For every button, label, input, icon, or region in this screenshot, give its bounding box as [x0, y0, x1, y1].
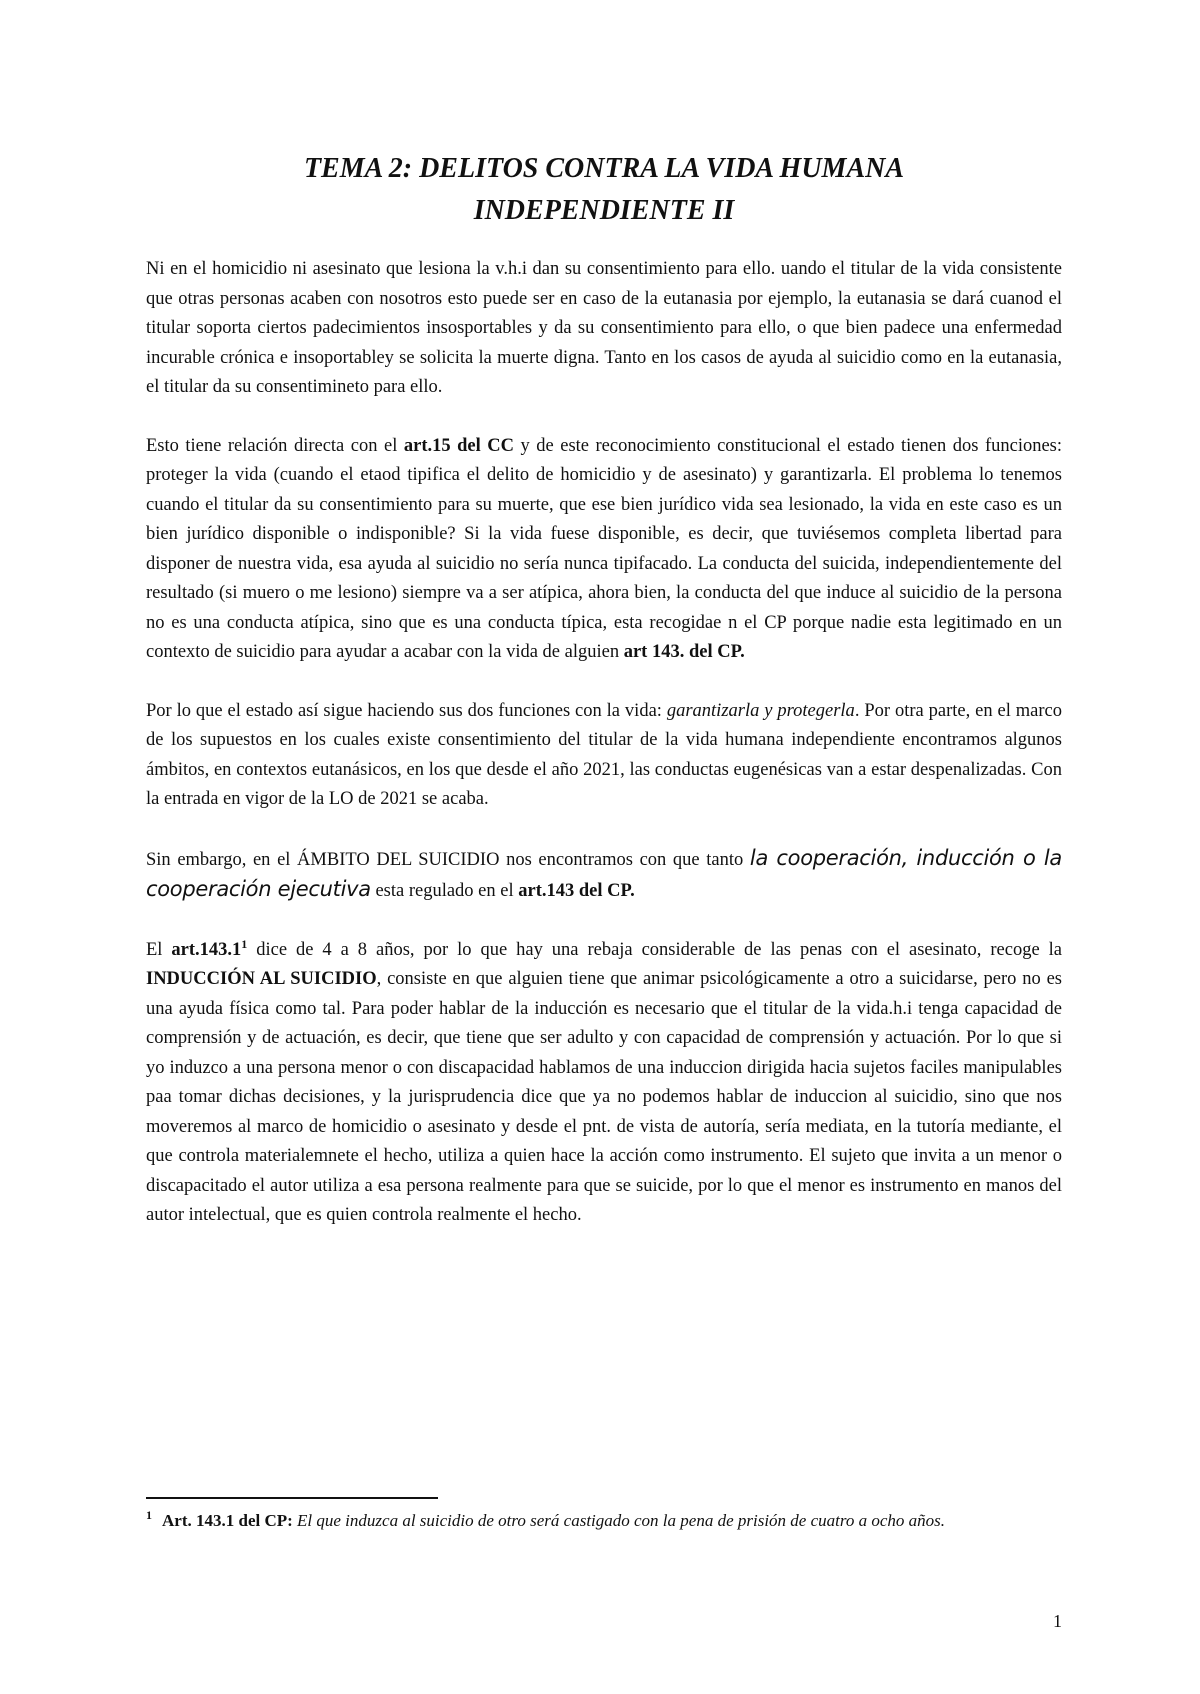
paragraph-5 — [146, 936, 1062, 1231]
paragraph-4-text-a: Sin embargo, en el ÁMBITO DEL SUICIDIO nos encontramos con que tanto — [146, 849, 750, 870]
article-ref-143-cp-2: art.143 del CP. — [518, 881, 635, 901]
emphasis-induccion-suicidio: INDUCCIÓN AL SUICIDIO — [146, 969, 377, 989]
paragraph-4 — [146, 844, 1062, 907]
paragraph-1: Ni en el homicidio ni asesinato que lesiona la v.h.i dan su consentimiento para ello. uando el titular de la vida consistente que otras personas acaben con nosotros esto puede ser en caso de la eutanasia por ejemplo, la eutanasia se dará cuanod el titular soporta ciertos padecimientos insosportables y da su consentimiento para ello, o que bien padece una enfermedad incurable crónica e insoportabley se solicita la muerte digna. Tanto en los casos de ayuda al suicidio como en la eutanasia, el titular da su consentimineto para ello. — [146, 259, 1062, 397]
document-title — [146, 148, 1062, 232]
paragraph-3 — [146, 697, 1062, 815]
footnote-label: Art. 143.1 del CP: — [162, 1511, 293, 1530]
emphasis-garantizarla: garantizarla y protegerla — [666, 700, 855, 721]
footnote-number: 1 — [146, 1508, 152, 1523]
footnote-separator — [146, 1497, 438, 1499]
paragraph-2-text-a: Esto tiene relación directa con el — [146, 435, 404, 456]
paragraph-2-text-c: y de este reconocimiento constitucional el estado tienen dos funciones: proteger la vida (cuando el etaod tipifica el delito de homicidio y de asesinato) y garantizarla. El problema lo tenemos cuando el titular da su consentimiento para su muerte, que ese bien jurídico vida sea lesionado, la vida en este caso es un bien jurídico disponible o indisponible? Si la vida fuese disponible, es decir, que tuviésemos completa libertad para disponer de nuestra vida, esa ayuda al suicidio no sería nunca tipifacado. La conducta del suicida, independientemente del resultado (si muero o me lesiono) siempre va a ser atípica, ahora bien, la conducta del que induce al suicidio de la persona no es una conducta atípica, sino que es una conducta típica, esta recogidae n el CP porque nadie esta legitimado en un contexto de suicidio para ayudar a acabar con la vida de alguien — [146, 435, 1063, 662]
footnote-reference[interactable]: 1 — [241, 936, 248, 951]
emphasis-cooperacion: la cooperación, inducción o la cooperación ejecutiva — [146, 845, 1062, 901]
footnote — [146, 1508, 1062, 1534]
article-ref-15-cc: art.15 del CC — [403, 435, 515, 456]
article-ref-143-1: art.143.1 — [171, 939, 242, 960]
title-line-2: INDEPENDIENTE II — [473, 195, 735, 226]
paragraph-5-text-c: dice de 4 a 8 años, por lo que hay una rebaja considerable de las penas con el asesinato, recoge la — [247, 939, 1062, 960]
paragraph-4-text-c: esta regulado en el — [370, 881, 519, 901]
paragraph-5-text-e: , consiste en que alguien tiene que animar psicológicamente a otro a suicidarse, pero no es una ayuda física como tal. Para poder hablar de la inducción es necesario que el titular de la vida.h.i tenga capacidad de comprensión y de actuación, es decir, que tiene que ser adulto y con capacidad de comprensión y actuación. Por lo que si yo induzco a una persona menor o con discapacidad hablamos de una induccion dirigida hacia sujetos faciles manipulables paa tomar dichas decisiones, y la jurisprudencia dice que ya no podemos hablar de induccion al suicidio, sino que nos moveremos al marco de homicidio o asesinato y desde el pnt. de vista de autoría, sería mediata, en la tutoría mediante, el que controla materialemnete el hecho, utiliza a quien hace la acción como instrumento. El sujeto que invita a un menor o discapacitado el autor utiliza a esa persona realmente para que se suicide, por lo que el menor es instrumento en manos del autor intelectual, que es quien controla realmente el hecho. — [146, 969, 1062, 1225]
page-number: 1 — [1053, 1611, 1062, 1631]
article-ref-143-cp: art 143. del CP. — [623, 642, 745, 662]
document-body — [146, 255, 1062, 1260]
paragraph-2 — [146, 432, 1062, 668]
footnote-text: El que induzca al suicidio de otro será castigado con la pena de prisión de cuatro a ocho años. — [292, 1511, 946, 1530]
paragraph-3-text-a: Por lo que el estado así sigue haciendo sus dos funciones con la vida: — [146, 700, 667, 721]
title-line-1: TEMA 2: DELITOS CONTRA LA VIDA HUMANA — [303, 153, 905, 184]
paragraph-3-text-c: . Por otra parte, en el marco de los supuestos en los cuales existe consentimiento del titular de la vida humana independiente encontramos algunos ámbitos, en contextos eutanásicos, en los que desde el año 2021, las conductas eugenésicas van a estar despenalizadas. Con la entrada en vigor de la LO de 2021 se acaba. — [146, 700, 1062, 809]
paragraph-5-text-a: El — [146, 939, 172, 960]
